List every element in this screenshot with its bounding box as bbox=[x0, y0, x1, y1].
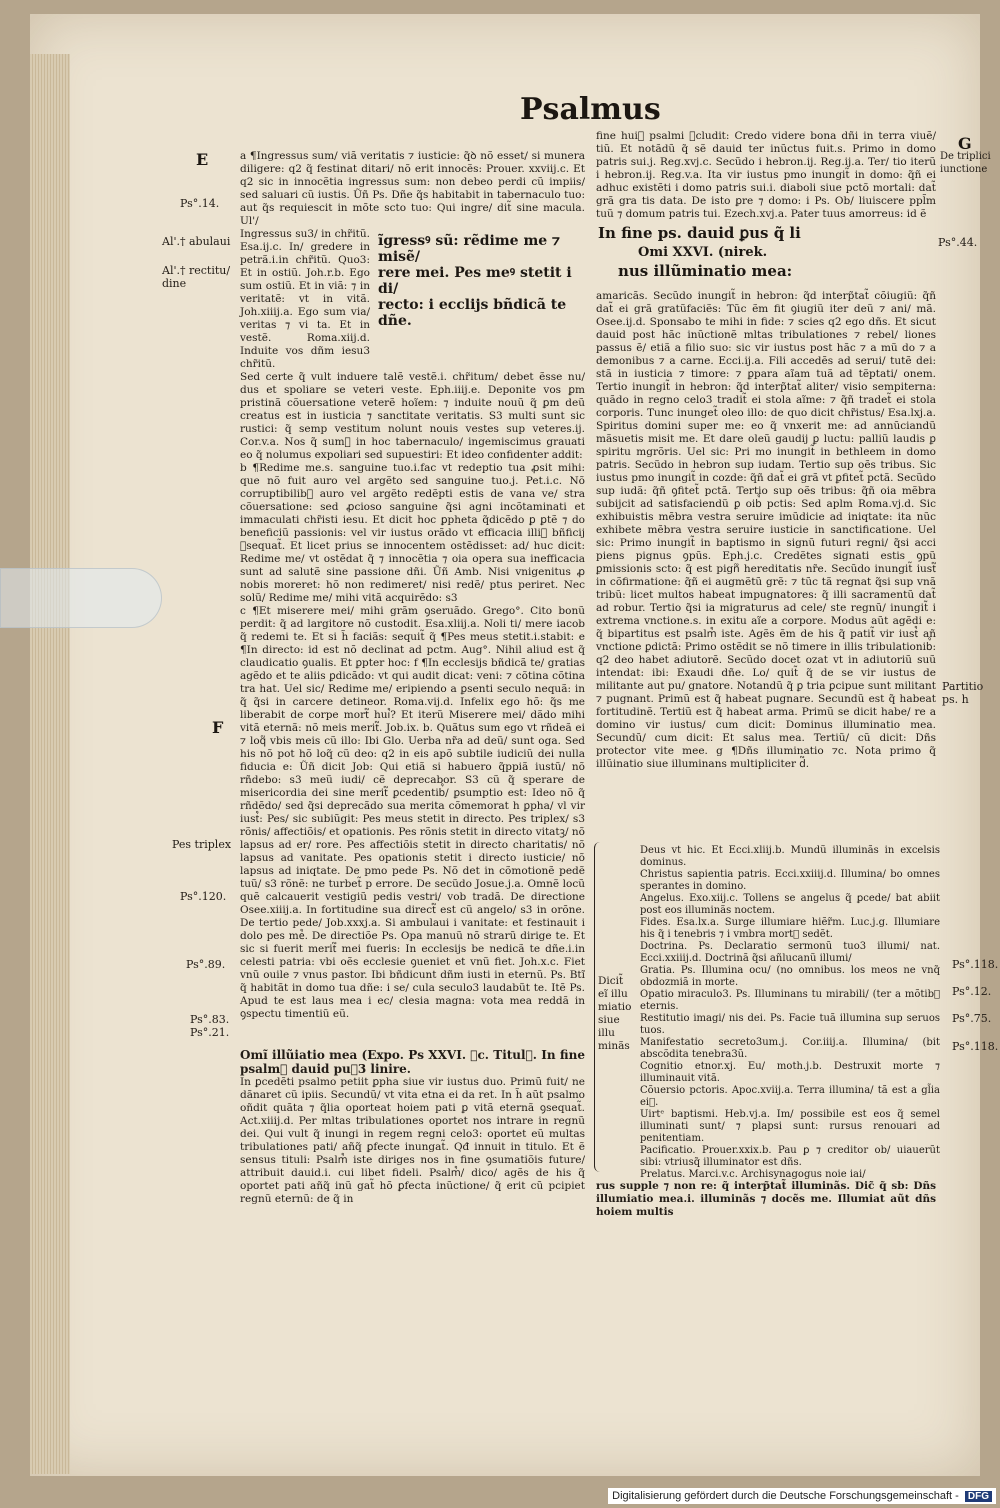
commentary-paragraph: b ¶Redime me.s. sanguine tuo.i.fac vt redeptio tua ꝓsit mihi: que nõ fuit auro vel argẽto sed sanguine tuo.j. Pet.i.c. Nõ corruptibilib᷒ auro vel argẽto redẽpti estis de vana ve/ stra cõuersatione: sed ꝓcioso sanguine q̃si agni incõtaminati et immaculati chr̃isti iesu. Et dicit hoc ꝑpheta q̃dicẽdo ꝑ ꝑtẽ ⁊ do beneficiũ passionis: vel vir iustus orãdo vt efficacia illi᷒ bñficij ꝯsequat̃. Et licet prius se innocentem ostẽdisset: ad/ huc dicit: Redime me/ vt ostẽdat q̃ ⁊ innocẽtia ⁊ oia opera sua inefficacia sunt ad salutẽ sine passione dñi. Ũñ Amb. Nisi vnigenitus ꝓ nobis moreret: hõ non redimeret/ nisi redẽ/ ptus periret. Nec solũ/ Redime me/ mihi vitã acquirẽdo: s3 bbox=[240, 462, 585, 604]
list-item: Uirtᵉ baptismi. Heb.vj.a. Im/ possibile est eos q̃ semel illuminati sunt/ ⁊ plapsi sunt: rursus renouari ad penitentiam. bbox=[640, 1109, 940, 1144]
lemma-line: recto: i ecclijs bñdicã te dñe. bbox=[378, 297, 567, 329]
margin-ref-ps83: Ps°.83. bbox=[190, 1013, 230, 1026]
margin-ref-ps118: Ps°.118. bbox=[952, 958, 999, 971]
lemma-line: ĩgressꝰ sũ: rẽdime me ⁊ misẽ/ bbox=[378, 233, 561, 265]
section-letter-e: E bbox=[196, 150, 209, 169]
lemma-line: rere mei. Pes meꝰ stetit i di/ bbox=[378, 265, 572, 297]
list-item: Restitutio imagi/ nis dei. Ps. Facie tuã illumina sup seruos tuos. bbox=[640, 1013, 940, 1036]
psalm-title-line: nus illũminatio mea: bbox=[618, 262, 793, 280]
list-item: Angelus. Exo.xiij.c. Tollens se angelus q̃ ꝑcede/ bat abiit post eos illuminãs noctem. bbox=[640, 893, 940, 916]
list-item: Gratia. Ps. Illumina ocu/ (no omnibus. los meos ne vnq̃ obdozmiã in morte. bbox=[640, 965, 940, 988]
section-letter-g: G bbox=[958, 134, 972, 153]
psalm-title-line: In fine ps. dauid ꝑus q̃ li bbox=[598, 224, 801, 242]
commentary-paragraph: c ¶Et miserere mei/ mihi grãm ꝯseruãdo. Grego°. Cito bonũ perdit: q̃ ad largitore nõ custodit. Esa.xliij.a. Noli ti/ mere iacob q̃ redemi te. Et si h̃ faciãs: sequit̃ q̃ ¶Pes meus stetit.i.stabit: e ¶In directo: id est nõ declinat ad pctm. Aug°. Nihil aliud est q̃ claudicatio ꝯualis. Et ꝑpter hoc: f ¶In ecclesijs bñdicã te/ gratias agẽdo et te aliis ꝑdicãdo: vt qui audit dicat: veni: ⁊ cõtina cõtina tra hat. Uel sic/ Redime me/ eripiendo a ꝑsenti seculo nequã: in q̃ q̃si in carcere detineor. Roma.vij.d. Infelix ego hõ: q̃s me liberabit de corpe mort᷑ hui᷒? Et iterũ Miserere mei/ dãdo mihi vitã eternã: nõ meis merit᷑. Job.ix. b. Quãtus sum ego vt rñdeã ei ⁊ loq᷑ vbis meis cũ illo: Ibi Glo. Uerba nr̃a ad deũ/ sunt oga. Sed his nõ pot hõ loq̃ cũ deo: q2 in eis apõ subtile iudiciũ dei nulla fiducia e: Ũñ dicit Job: Qui etiã si habuero q̃ppiã iustũ/ nõ rñdebo: s3 meũ iudi/ cẽ deprecabor. S3 cũ q̃ sperare de misericordia dei sine merit᷑ ꝑcedentib᷒/ ꝑsumptio est: Ideo nõ q̃ rñdẽdo/ sed q̃si deprecãdo sua merita cõmemorat h ꝑpha/ vl vir iust᷒: Pes/ sic subiũgit: Pes meus stetit in directo. Pes triplex/ s3 rõnis/ affectiõis/ et opationis. Pes rõnis stetit in directo vitatꝫ/ nõ lapsus ad er/ rore. Pes affectiõis stetit in directo charitatis/ nõ lapsus ad vanitate. Pes opationis stetit i directo iusticie/ nõ lapsus ad iniqtate. De pmo pede Ps. Nõ det in cõmotionẽ pedẽ tuũ/ s3 rõnẽ: ne turbet̃ p errore. De secũdo Josue.j.a. Omnẽ locũ quẽ calcauerit vestigiũ pedis vestri/ vob tradã. De directione Osee.xiiij.a. In fortitudine sua direct᷑ est cũ angelo/ s3 in orõne. De tertio pede/ Job.xxxj.a. Si ambulaui i vanitate: et festinauit i dolo pes me᷒. De directiõe Ps. Opa manuũ nõ strarũ dirige te. Et sic si fuerit merit᷑ mei fueris: In ecclesijs be nedicã te dñe.i.in celesti patria: vbi oẽs ecclesie ꝯueniet et vnũ fiet. Joh.x.c. Fiet vnũ ouile ⁊ vnus pastor. Ibi bñdicunt dñm iusti in eternũ. Ps. Btĩ q̃ habitãt in domo tua dñe: i se/ cula seculo3 laudabũt te. Itẽ Ps. Apud te est laus mea i ec/ clesia magna: vota mea reddã in ꝯspectu timentiũ eũ. bbox=[240, 605, 585, 1020]
commentary-paragraph: In ꝑcedẽti psalmo petiit ꝑpha siue vir iustus duo. Primũ fuit/ ne dãnaret cũ ipiis. Secundũ/ vt vita etna ei da ret. In h̃ aũt psalmo oñdit quãta ⁊ q̃lia oporteat hoiem pati ꝑ vitã eternã ꝯsequat̃. Act.xiiij.d. Per mltas tribulationes oportet nos intrare in regnũ dei. Qui vult q̃ inungi in regem regni celo3: oportet eũ multas tribulationes pati/ añq̃ ꝑfecte inungat̃. Qđ innuit in titulo. Et ẽ sensus tituli: Psalm᷒ iste diriges nos in fine ꝯsumatiõis future/ attribuit dauid.i. cui libet fideli. Psalm᷒/ dico/ agẽs de his q̃ oportet pati añq̃ inũ gat̃ hõ ꝑfecta inũctione/ q̃ erit cũ pcipiet regnũ eternũ: de q̃ in bbox=[240, 1076, 585, 1205]
left-bottom-section bbox=[240, 1048, 585, 1206]
commentary-paragraph: Ingressus su3/ in chr̃itũ. Esa.ij.c. In/ gredere in petrã.i.in chr̃itũ. Quo3: Et in ostiũ. Joh.r.b. Ego sum ostiũ. Et in viã: ⁊ in veritatẽ: vt in vitã. Joh.xiiij.a. Ego sum via/ veritas ⁊ vi ta. Et in vestẽ. Roma.xiij.d. Induite vos dñm iesu3 chr̃itũ. bbox=[240, 228, 370, 370]
list-item: Cõuersio pctoris. Apoc.xviij.a. Terra illumina/ tã est a gl̃ia ei᷒. bbox=[640, 1085, 940, 1108]
margin-ref-ps89: Ps°.89. bbox=[186, 958, 226, 971]
margin-note-pes-triplex: Pes triplex bbox=[172, 838, 232, 851]
margin-note-de-triplici: De triplici iunctione bbox=[940, 151, 991, 175]
commentary-paragraph: a ¶Ingressus sum/ viã veritatis ⁊ iusticie: q̃ꝺ nõ esset/ si munera diligere: q2 q̃ festinat ditari/ nõ erit innocẽs: Prouer. xxviij.c. Et q2 sic in innocẽtia ingressus sum: non debeo perdi cũ impiis/ sed saluari cũ iustis. Ũñ Ps. Dñe q̃s habitabit in tabernaculo tuo: aut q̃s requiescit in mõte scto tuo: Qui ingre/ dit̃ sine macula. Ul'/ bbox=[240, 150, 585, 227]
margin-ref-ps118: Ps°.118. bbox=[952, 1040, 999, 1053]
right-column-continued bbox=[596, 290, 936, 771]
margin-ref-ps120: Ps°.120. bbox=[180, 890, 227, 903]
margin-note-rectitudine: Al'.† rectitu/ dine bbox=[162, 264, 231, 290]
list-item: Deus vt hic. Et Ecci.xliij.b. Mundũ illuminãs in excelsis dominus. bbox=[640, 845, 940, 868]
running-head: Psalmus bbox=[520, 92, 661, 127]
commentary-paragraph: amaricãs. Secũdo inungit̃ in hebron: q̃d interp̃tat̃ cõiugiũ: q̃ñ dat̃ ei grã gratũfaciẽs: Tũc ẽm fit ꝯiugiũ iter deũ ⁊ ani/ mã. Osee.ij.d. Sponsabo te mihi in fide: ⁊ scies q2 ego dñs. Et sicut dauid post hãc inũctionẽ mltas tribulationes ⁊ rebel/ liones passus ẽ/ etiã a filio suo: sic vir iustus post hãc ⁊ a mũ do ⁊ a demonibus ⁊ a carne. Ecci.ij.a. Fili accedẽs ad serui/ tutẽ dei: stã in iusticia ⁊ timore: ⁊ ꝑpara aĩam tuã ad tẽptati/ onem. Tertio inungit̃ in hebron: q̃d interp̃tat̃ aliter/ visio sempiterna: quãdo in regno celo3 tradit̃ ei stola aĩme: ⁊ q̃ñ tradet̃ ei stola corporis. Tunc inunget̃ oleo illo: de quo dicit chr̃istus/ Esa.lxj.a. Spiritus domini super me: eo q̃ vnxerit me: ad annũciandũ mãsuetis misit me. Et dare oleũ gaudij ꝑ luctu: palliũ laudis ꝑ spiritu mgrõris. Uel sic: Pri mo inungit̃ in bethleem in domo patris. Secũdo in hebron sup iudam. Tertio sup oẽs tribus. Sic iustus pmo inungit̃ in cozde: q̃ñ dat̃ ei grã vt ꝑfitet̃ pctã. Secũdo sup iudã: q̃ñ ꝯfitet̃ pctã. Tertio sup oẽs tribus: q̃ñ oia mẽbra subijcit ad satisfaciendũ ꝑ oib᷒ pctis: Sed aplm Roma.vj.d. Sic exhibuistis mẽbra vestra seruire imũdicie ad iniqtate: ita nũc exhibete mẽbra vestra seruire iusticie in sanctificatione. Uel sic: Primo inungit̃ in baptismo in signũ futuri regni/ q̃si acci piens pignus ꝯpũs. Eph.j.c. Credẽtes signati estis ꝯpũ ꝑmissionis scto: q̃ est pign᷑ hereditatis nr̃e. Secũdo inungit̃ iust᷑ in cõfirmatione: q̃ñ ei augmẽtũ grẽ: ⁊ tũc tã regnat q̃si sup vnã tribũ: licet multos habeat impugnatores: q̃ illi sacramentũ dat̃ ad robur. Tertio q̃si ia migraturus ad cele/ ste regnũ/ inungit̃ i extrema vnctione.s. in exitu aĩe a corpore. Modus aũt agẽdi e: q̃ bipartitus est psalm᷒ iste. Agẽs ẽm de his q̃ patit̃ vir iust᷒ añ vnctione ꝑdictã: Primo ostẽdit se nõ timere in illis tribulationib᷒: q2 deo habet adiutorẽ. Secũdo docet ozat vt in adiutoriũ suũ intendat: ibi: Exaudi dñe. Lo/ quit̃ q̃ de se vir iustus de militante aut pu/ gnatore. Notandũ q̃ ꝑ tria ꝑcipue sunt militant ⁊ pugnant. Primũ est q̃ habeat pugnare. Secundũ est q̃ habeat fortitudinẽ. Tertiũ est q̃ habeat arma. Primũ se dicit habe/ re a domino vir iustus/ cum dicit: Dominus illuminatio mea. Secundũ/ cum dicit: Et salus mea. Tertiũ/ cũ dicit: Dñs protector vite mee. g ¶Dñs illuminatio ⁊c. Nota primo q̃ illũinatio siue illuminans multipliciter d᷑. bbox=[596, 290, 936, 770]
margin-ref-ps44: Ps°.44. bbox=[938, 236, 978, 249]
illuminatio-list bbox=[640, 845, 940, 1181]
exposition-title: Omĩ illũiatio mea (Expo. Ps XXVI. ⁊c. Titul᷒. In fine psalm᷒ dauid puꝰ3 linire. bbox=[240, 1048, 585, 1076]
right-bottom-section bbox=[596, 1180, 936, 1219]
commentary-paragraph: Sed certe q̃ vult induere talẽ vestẽ.i. chr̃itum/ debet ẽsse nu/ dus et spoliare se veteri veste. Eph.iiij.e. Deponite vos ꝑm pristinã cõuersatione veterẽ hoĩem: ⁊ induite nouũ q̃ ꝑm deũ creatus est in iusticia ⁊ sanctitate veritatis. S3 multi sunt sic rustici: q̃ semp vestitum nolunt nouis vestes sup veteres.ij. Cor.v.a. Nos q̃ sum᷑ in hoc tabernaculo/ ingemiscimus grauati eo q̃ nolumus expoliari sed supuestiri: Et ideo confidenter addit: bbox=[240, 371, 585, 461]
psalm-verse-lemma bbox=[378, 233, 578, 329]
psalm-title bbox=[598, 224, 808, 281]
margin-ref-ps75: Ps°.75. bbox=[952, 1012, 992, 1025]
right-column bbox=[596, 130, 936, 221]
list-item: Christus sapientia patris. Ecci.xxiiij.d. Illumina/ bo omnes sperantes in domino. bbox=[640, 869, 940, 892]
list-item: Fides. Esa.lx.a. Surge illumiare hiẽr̃m. Luc.j.g. Illumiare his q̃ i tenebris ⁊ i vmbra mort᷑ sedẽt. bbox=[640, 917, 940, 940]
commentary-paragraph: fine hui᷒ psalmi ꝯcludit: Credo videre bona dñi in terra viuẽ/ tiũ. Et notãdũ q̃ sẽ dauid ter inũctus fuit.s. Primo in domo patris sui.j. Reg.xvj.c. Secũdo i hebron.ij. Reg.ij.a. Ter/ tio iterũ i hebron.ij. Reg.v.a. Ita vir iustus pmo inungit̃ in domo: q̃ñ ei adhuc existẽti i domo patris sui.i. diaboli siue pctõ mortali: dat̃ grã gra tis data. De isto ꝑre ⁊ domo: i Ps. Ob/ liuiscere ppl̃m tuũ ⁊ domum patris tui. Ezech.xvj.a. Pater tuus amorreus: id ẽ bbox=[596, 130, 936, 220]
list-item: Cognitio etnor.xj. Eu/ moth.j.b. Destruxit morte ⁊ illuminauit vitã. bbox=[640, 1061, 940, 1084]
dfg-logo: DFG bbox=[965, 1491, 992, 1502]
margin-ref-ps14: Ps°.14. bbox=[180, 197, 220, 210]
list-item: Doctrina. Ps. Declaratio sermonũ tuo3 illumi/ nat. Ecci.xxiiij.d. Doctrinã q̃si añlucanũ illumi/ bbox=[640, 941, 940, 964]
psalm-title-line: Omi XXVI. (nirek. bbox=[638, 245, 768, 260]
margin-ref-ps12: Ps°.12. bbox=[952, 985, 992, 998]
list-item: Manifestatio secreto3um.j. Cor.iiij.a. Illumina/ (bit abscõdita tenebra3ũ. bbox=[640, 1037, 940, 1060]
list-item: Prelatus. Marci.v.c. Archisynagogus noie iai/ bbox=[640, 1169, 866, 1180]
list-item: Opatio miraculo3. Ps. Illuminans tu mirabili/ (ter a mõtib᷒ eternis. bbox=[640, 989, 940, 1012]
margin-ref-ps21: Ps°.21. bbox=[190, 1026, 230, 1039]
section-letter-f: F bbox=[212, 718, 224, 737]
footer-text: Digitalisierung gefördert durch die Deutsche Forschungsgemeinschaft - bbox=[612, 1490, 959, 1502]
list-item: Pacificatio. Prouer.xxix.b. Pau ꝑ ⁊ creditor ob/ uiauerũt sibi: vtriusq̃ illuminator est dñs. bbox=[640, 1145, 940, 1168]
margin-note-partitio: Partitio ps. h bbox=[942, 680, 984, 706]
margin-note-ambulaui: Al'.† abulaui bbox=[162, 235, 231, 248]
commentary-paragraph: rus supple ⁊ non re: q̃ interp̃tat̃ illuminãs. Dic̃ q̃ sb: Dñs illumiatio mea.i. illuminãs ⁊ docẽs me. Illumiat aũt dñs hoiem multis bbox=[596, 1180, 936, 1218]
transparent-bookmark bbox=[0, 568, 162, 628]
bracket-label: Dicit̃ eĩ illu miatio siue illu minãs bbox=[598, 975, 632, 1052]
page-edge bbox=[30, 54, 70, 1474]
digitization-footer bbox=[608, 1488, 996, 1504]
